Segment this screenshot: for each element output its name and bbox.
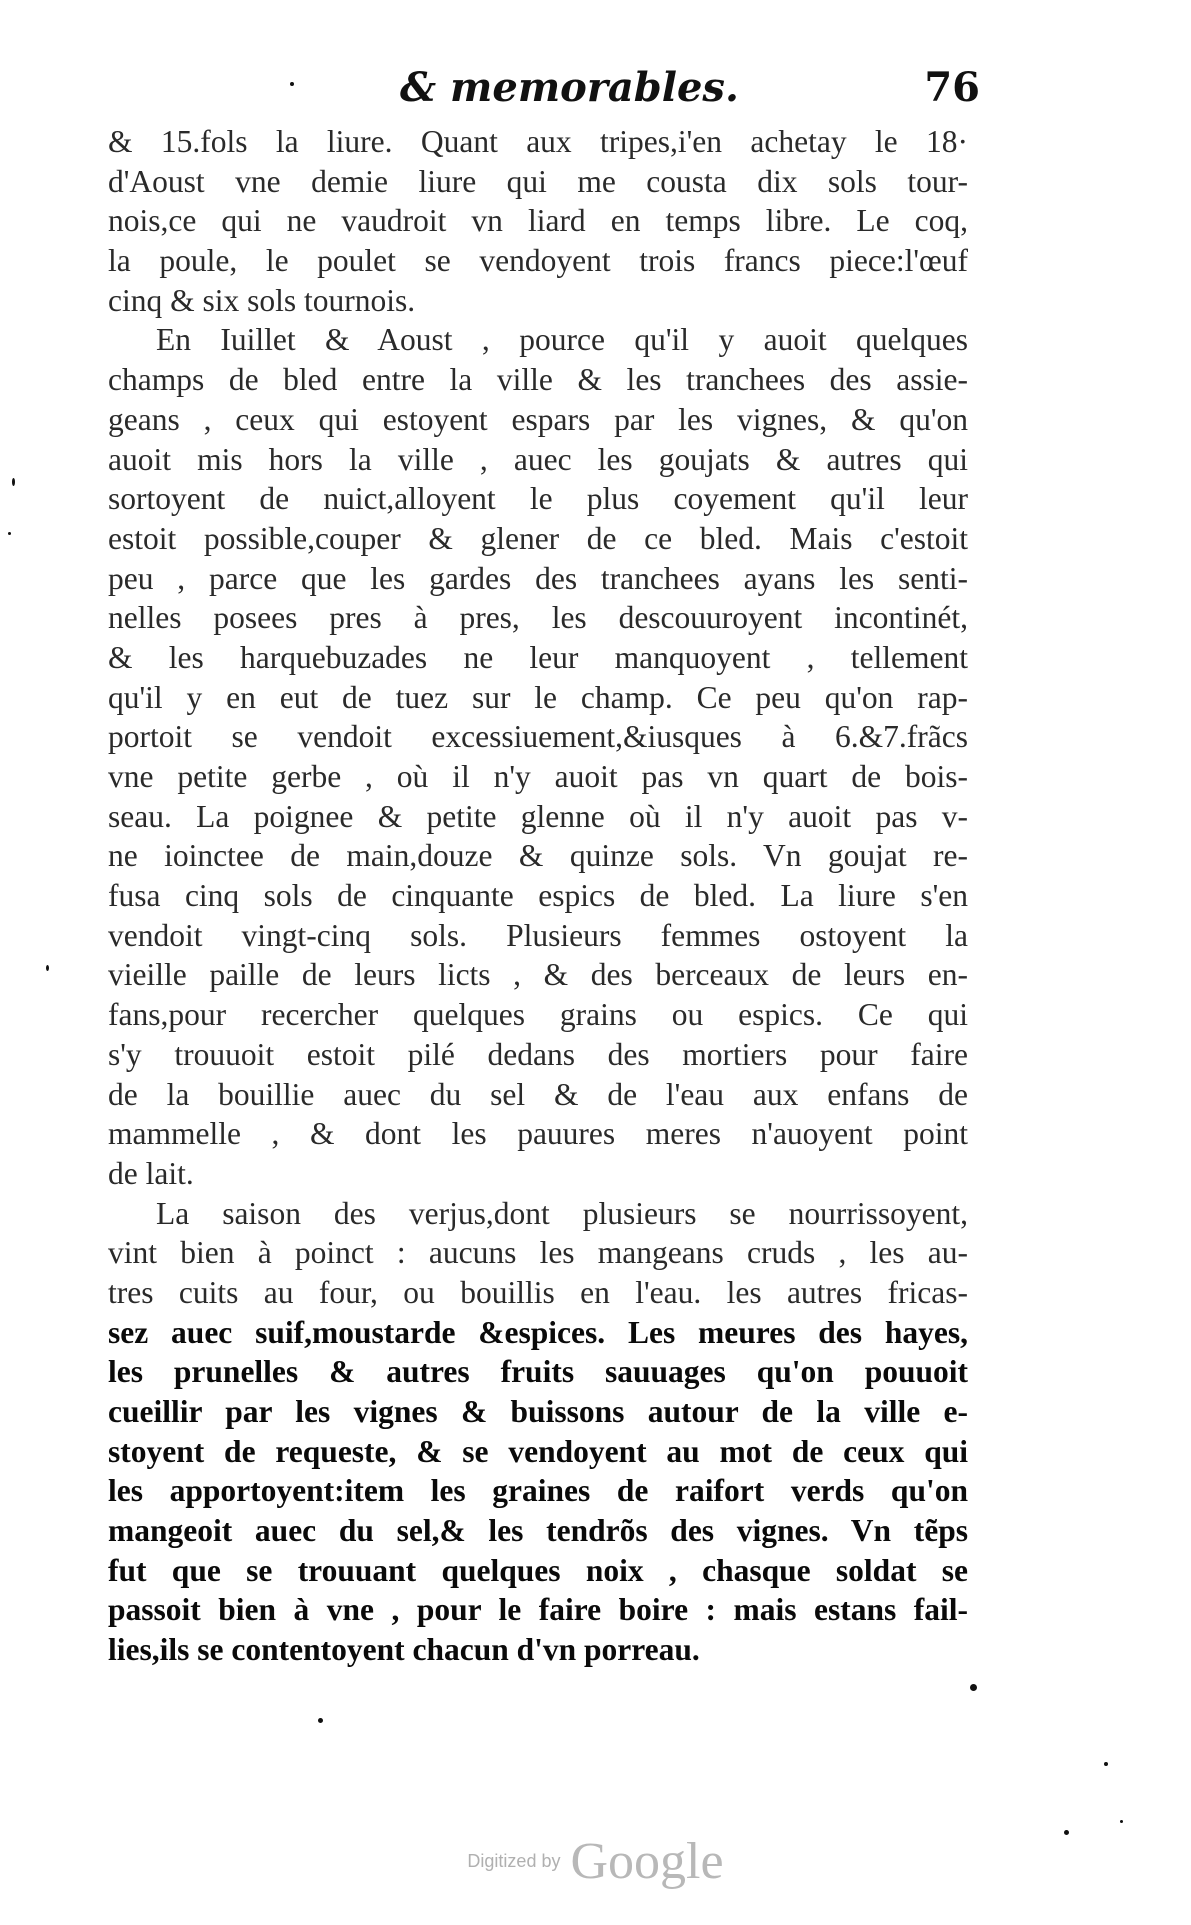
scan-speck xyxy=(318,1718,323,1723)
scan-speck xyxy=(1120,1820,1123,1823)
text-line: La saison des verjus,dont plusieurs se nourrissoyent, xyxy=(156,1195,968,1231)
scan-speck xyxy=(1064,1830,1069,1835)
text-line: peu , parce que les gardes des tranchees ayans les senti- xyxy=(108,560,968,596)
text-line: nois,ce qui ne vaudroit vn liard en temps libre. Le coq, xyxy=(108,203,968,239)
scan-speck xyxy=(12,478,15,486)
text-line: portoit se vendoit excessiuement,&iusques à 6.&7.frãcs xyxy=(108,719,968,755)
body-text xyxy=(108,122,968,1670)
scan-speck xyxy=(970,1684,977,1691)
text-line: de lait. xyxy=(108,1155,194,1191)
running-head: & memorables. xyxy=(400,64,739,111)
text-line: vendoit vingt-cinq sols. Plusieurs femmes ostoyent la xyxy=(108,917,968,953)
google-logo: Google xyxy=(570,1833,724,1890)
text-line: les apportoyent:item les graines de raifort verds qu'on xyxy=(108,1473,968,1509)
scan-speck xyxy=(290,82,294,86)
text-line: En Iuillet & Aoust , pource qu'il y auoit quelques xyxy=(156,322,968,358)
text-line: ne ioinctee de main,douze & quinze sols. Vn goujat re- xyxy=(108,838,968,874)
text-line: de la bouillie auec du sel & de l'eau aux enfans de xyxy=(108,1076,968,1112)
digitized-footer xyxy=(0,1832,1191,1891)
text-line: fut que se trouuant quelques noix , chasque soldat se xyxy=(108,1552,968,1588)
text-line: sez auec suif,moustarde &espices. Les meures des hayes, xyxy=(108,1314,968,1350)
text-line: nelles posees pres à pres, les descouuroyent incontinét, xyxy=(108,600,968,636)
text-line: cinq & six sols tournois. xyxy=(108,282,416,318)
scan-speck xyxy=(46,965,49,971)
page-header xyxy=(100,64,980,114)
scan-speck xyxy=(8,532,11,535)
digitized-label: Digitized by xyxy=(467,1851,561,1871)
text-line: fans,pour recercher quelques grains ou espics. Ce qui xyxy=(108,997,968,1033)
scan-speck xyxy=(1104,1762,1108,1766)
text-line: geans , ceux qui estoyent espars par les vignes, & qu'on xyxy=(108,401,968,437)
text-line: vieille paille de leurs licts , & des berceaux de leurs en- xyxy=(108,957,968,993)
text-line: cueillir par les vignes & buissons autour de la ville e- xyxy=(108,1394,968,1429)
text-line: & les harquebuzades ne leur manquoyent , tellement xyxy=(108,639,968,675)
text-line: lies,ils se contentoyent chacun d'vn porreau. xyxy=(108,1632,700,1668)
text-line: mangeoit auec du sel,& les tendrõs des vignes. Vn tẽps xyxy=(108,1513,968,1549)
text-line: estoit possible,couper & glener de ce bled. Mais c'estoit xyxy=(108,520,968,556)
text-line: les prunelles & autres fruits sauuages qu'on pouuoit xyxy=(108,1354,968,1390)
page-number: 76 xyxy=(924,64,980,111)
text-line: seau. La poignee & petite glenne où il n'y auoit pas v- xyxy=(108,798,968,834)
text-line: passoit bien à vne , pour le faire boire : mais estans fail- xyxy=(108,1592,968,1628)
text-line: tres cuits au four, ou bouillis en l'eau. les autres fricas- xyxy=(108,1274,968,1310)
text-line: & 15.fols la liure. Quant aux tripes,i'en achetay le 18· xyxy=(108,124,968,159)
text-line: vint bien à poinct : aucuns les mangeans cruds , les au- xyxy=(108,1235,968,1271)
text-line: sortoyent de nuict,alloyent le plus coyement qu'il leur xyxy=(108,481,968,517)
text-line: la poule, le poulet se vendoyent trois francs piece:l'œuf xyxy=(108,243,968,279)
text-line: fusa cinq sols de cinquante espics de bled. La liure s'en xyxy=(108,878,968,914)
text-line: mammelle , & dont les pauures meres n'auoyent point xyxy=(108,1116,968,1152)
text-line: stoyent de requeste, & se vendoyent au mot de ceux qui xyxy=(108,1433,968,1469)
text-line: auoit mis hors la ville , auec les goujats & autres qui xyxy=(108,441,968,477)
text-line: d'Aoust vne demie liure qui me cousta dix sols tour- xyxy=(108,163,968,199)
text-line: champs de bled entre la ville & les tranchees des assie- xyxy=(108,362,968,398)
text-line: vne petite gerbe , où il n'y auoit pas vn quart de bois- xyxy=(108,759,968,794)
text-line: s'y trouuoit estoit pilé dedans des mortiers pour faire xyxy=(108,1036,968,1072)
text-line: qu'il y en eut de tuez sur le champ. Ce peu qu'on rap- xyxy=(108,679,968,715)
